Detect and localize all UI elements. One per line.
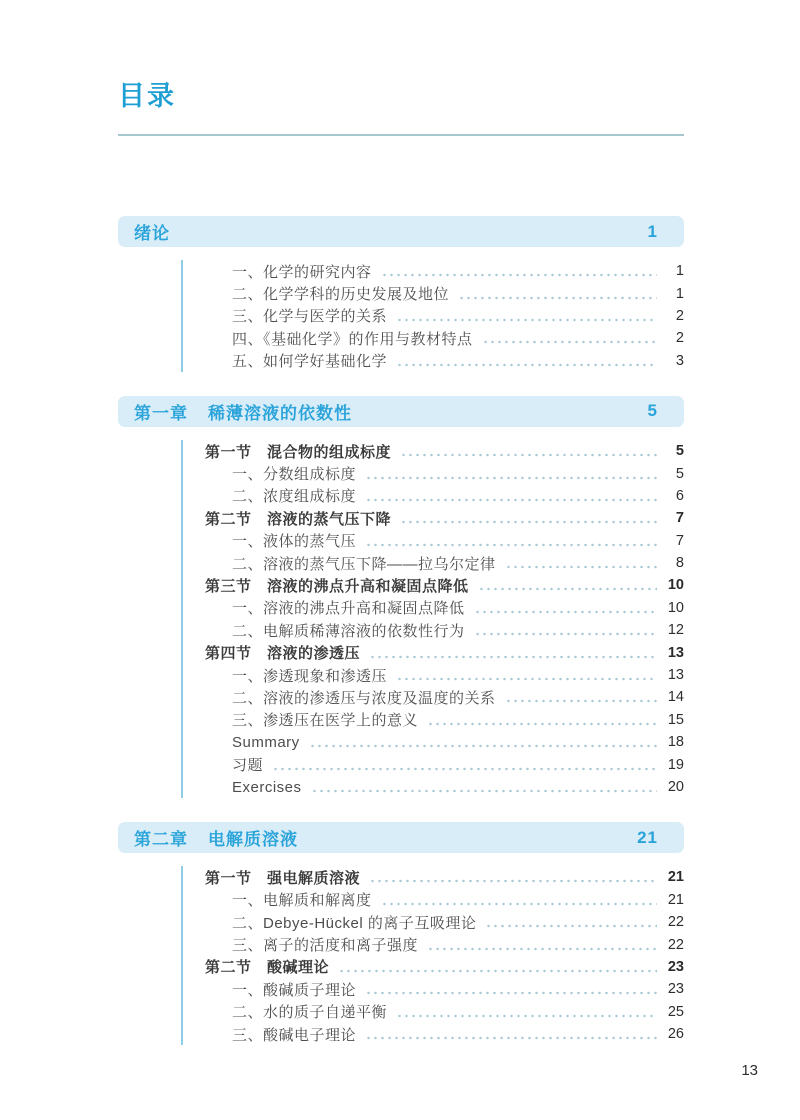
toc-entry xyxy=(205,911,684,933)
dot-leader xyxy=(381,902,657,906)
toc-entry xyxy=(205,552,684,574)
dot-leader xyxy=(400,520,657,524)
toc-entry xyxy=(205,731,684,753)
toc-entry-page: 26 xyxy=(667,1026,684,1043)
toc-entry-label: 二、水的质子自递平衡 xyxy=(232,1004,388,1022)
toc-section-chapter-1 xyxy=(118,396,684,798)
toc-entry-label: 第二节 溶液的蒸气压下降 xyxy=(205,510,392,528)
toc-entry xyxy=(205,933,684,955)
chapter-label: 第二章 xyxy=(134,830,188,850)
chapter-band xyxy=(118,822,684,853)
toc-entry-page: 22 xyxy=(667,914,684,931)
dot-leader xyxy=(458,296,657,300)
dot-leader xyxy=(427,947,657,951)
toc-entry-page: 7 xyxy=(675,532,684,549)
toc-entry-page: 6 xyxy=(675,487,684,504)
toc-entry-label: 第一节 强电解质溶液 xyxy=(205,869,361,887)
toc-entry-page: 22 xyxy=(667,936,684,953)
dot-leader xyxy=(427,722,657,726)
toc-entry-page: 19 xyxy=(667,756,684,773)
toc-entry-label: 一、化学的研究内容 xyxy=(232,263,372,281)
toc-section-chapter-2 xyxy=(118,822,684,1045)
toc-entry-page: 8 xyxy=(675,555,684,572)
toc-entry-page: 12 xyxy=(667,622,684,639)
toc-entry-label: 第二节 酸碱理论 xyxy=(205,959,330,977)
section-entries xyxy=(118,866,684,1045)
chapter-page: 21 xyxy=(637,827,658,847)
toc-entry-page: 23 xyxy=(667,958,684,975)
toc-entry-label: 三、离子的活度和离子强度 xyxy=(232,937,419,955)
dot-leader xyxy=(482,340,657,344)
dot-leader xyxy=(311,789,657,793)
dot-leader xyxy=(396,1014,657,1018)
toc-entry xyxy=(205,597,684,619)
dot-leader xyxy=(505,565,657,569)
toc-entry-label: 第四节 溶液的渗透压 xyxy=(205,645,361,663)
toc-entry-page: 2 xyxy=(675,330,684,347)
dot-leader xyxy=(365,543,657,547)
chapter-band xyxy=(118,216,684,247)
dot-leader xyxy=(505,699,657,703)
dot-leader xyxy=(365,991,657,995)
toc-entry-label: 一、溶液的沸点升高和凝固点降低 xyxy=(232,600,465,618)
chapter-label: 绪论 xyxy=(134,224,170,243)
toc-entry xyxy=(205,260,684,282)
toc-entry xyxy=(205,530,684,552)
chapter-title: 电解质溶液 xyxy=(208,830,298,850)
toc-entry-label: 第三节 溶液的沸点升高和凝固点降低 xyxy=(205,577,469,595)
toc-entry xyxy=(205,619,684,641)
toc-entry-label: 四、《基础化学》的作用与教材特点 xyxy=(232,330,473,348)
toc-entry-label: 一、分数组成标度 xyxy=(232,466,357,484)
toc-entry-label: 二、化学学科的历史发展及地位 xyxy=(232,286,450,304)
toc-section-intro xyxy=(118,216,684,372)
toc-entry-label: Exercises xyxy=(232,778,302,796)
toc-entry xyxy=(205,776,684,798)
page-number: 13 xyxy=(741,1062,758,1079)
dot-leader xyxy=(369,655,657,659)
toc-entry xyxy=(205,709,684,731)
toc-entry xyxy=(205,327,684,349)
toc-entry xyxy=(205,485,684,507)
toc-entry-page: 21 xyxy=(667,891,684,908)
toc-entry-label: 一、电解质和解离度 xyxy=(232,892,372,910)
toc-entry-page: 10 xyxy=(667,599,684,616)
dot-leader xyxy=(365,498,657,502)
chapter-band xyxy=(118,396,684,427)
toc-entry-label: 三、酸碱电子理论 xyxy=(232,1026,357,1044)
page-title: 目录 xyxy=(118,81,176,111)
toc-entry-label: 二、电解质稀薄溶液的依数性行为 xyxy=(232,622,465,640)
chapter-page: 5 xyxy=(647,401,658,421)
toc-entry-label: 第一节 混合物的组成标度 xyxy=(205,443,392,461)
toc-entry-page: 5 xyxy=(675,465,684,482)
dot-leader xyxy=(272,767,657,771)
toc-entry xyxy=(205,889,684,911)
toc-entry-page: 1 xyxy=(675,263,684,280)
dot-leader xyxy=(474,632,657,636)
dot-leader xyxy=(396,363,657,367)
dot-leader xyxy=(396,318,657,322)
dot-leader xyxy=(400,453,657,457)
toc-entry xyxy=(205,664,684,686)
toc-entry-page: 14 xyxy=(667,689,684,706)
toc-entry-page: 13 xyxy=(667,667,684,684)
dot-leader xyxy=(381,273,657,277)
toc-entry xyxy=(205,440,684,462)
toc-entry xyxy=(205,956,684,978)
dot-leader xyxy=(396,677,657,681)
section-entries xyxy=(118,260,684,372)
dot-leader xyxy=(365,1036,657,1040)
toc-entry-page: 21 xyxy=(667,869,684,886)
toc-entry-page: 3 xyxy=(675,352,684,369)
chapter-label: 第一章 xyxy=(134,403,188,423)
toc-entry xyxy=(205,753,684,775)
toc-entry-page: 1 xyxy=(675,285,684,302)
toc-entry xyxy=(205,978,684,1000)
toc-entry-label: 三、化学与医学的关系 xyxy=(232,308,388,326)
toc-entry-page: 23 xyxy=(667,981,684,998)
dot-leader xyxy=(369,879,657,883)
toc-entry xyxy=(205,1001,684,1023)
toc-entry xyxy=(205,866,684,888)
dot-leader xyxy=(365,476,657,480)
dot-leader xyxy=(485,924,657,928)
toc-entry-label: 一、渗透现象和渗透压 xyxy=(232,667,388,685)
toc-entry xyxy=(205,1023,684,1045)
toc-entry-page: 25 xyxy=(667,1003,684,1020)
toc-entry-page: 13 xyxy=(667,644,684,661)
dot-leader xyxy=(474,610,657,614)
toc-entry xyxy=(205,641,684,663)
toc-entry xyxy=(205,686,684,708)
toc-entry xyxy=(205,350,684,372)
dot-leader xyxy=(309,744,657,748)
toc-entry-label: 二、浓度组成标度 xyxy=(232,488,357,506)
toc-entry-label: 习题 xyxy=(232,757,264,775)
toc-entry-page: 20 xyxy=(667,779,684,795)
dot-leader xyxy=(338,969,657,973)
toc-entry-label: 五、如何学好基础化学 xyxy=(232,353,388,371)
toc-entry-page: 10 xyxy=(667,577,684,594)
toc-entry-label: 二、Debye-Hückel 的离子互吸理论 xyxy=(232,914,477,932)
toc-entry-label: 三、渗透压在医学上的意义 xyxy=(232,712,419,730)
toc-entry xyxy=(205,305,684,327)
toc-entry-page: 5 xyxy=(675,443,684,460)
chapter-title: 稀薄溶液的依数性 xyxy=(208,403,352,423)
toc-entry-label: 一、酸碱质子理论 xyxy=(232,981,357,999)
toc-entry-label: 一、液体的蒸气压 xyxy=(232,533,357,551)
toc-entry-label: Summary xyxy=(232,733,300,751)
toc-entry xyxy=(205,574,684,596)
toc-entry xyxy=(205,462,684,484)
toc-entry-page: 7 xyxy=(675,510,684,527)
chapter-page: 1 xyxy=(647,221,658,241)
toc-entry-page: 15 xyxy=(667,711,684,728)
section-entries xyxy=(118,440,684,798)
toc-entry-page: 2 xyxy=(675,307,684,324)
title-divider xyxy=(118,134,684,136)
toc-entry-label: 二、溶液的渗透压与浓度及温度的关系 xyxy=(232,689,496,707)
toc-entry-label: 二、溶液的蒸气压下降——拉乌尔定律 xyxy=(232,555,496,573)
toc-entry xyxy=(205,507,684,529)
toc-entry-page: 18 xyxy=(667,734,684,751)
toc-entry xyxy=(205,282,684,304)
dot-leader xyxy=(478,587,657,591)
